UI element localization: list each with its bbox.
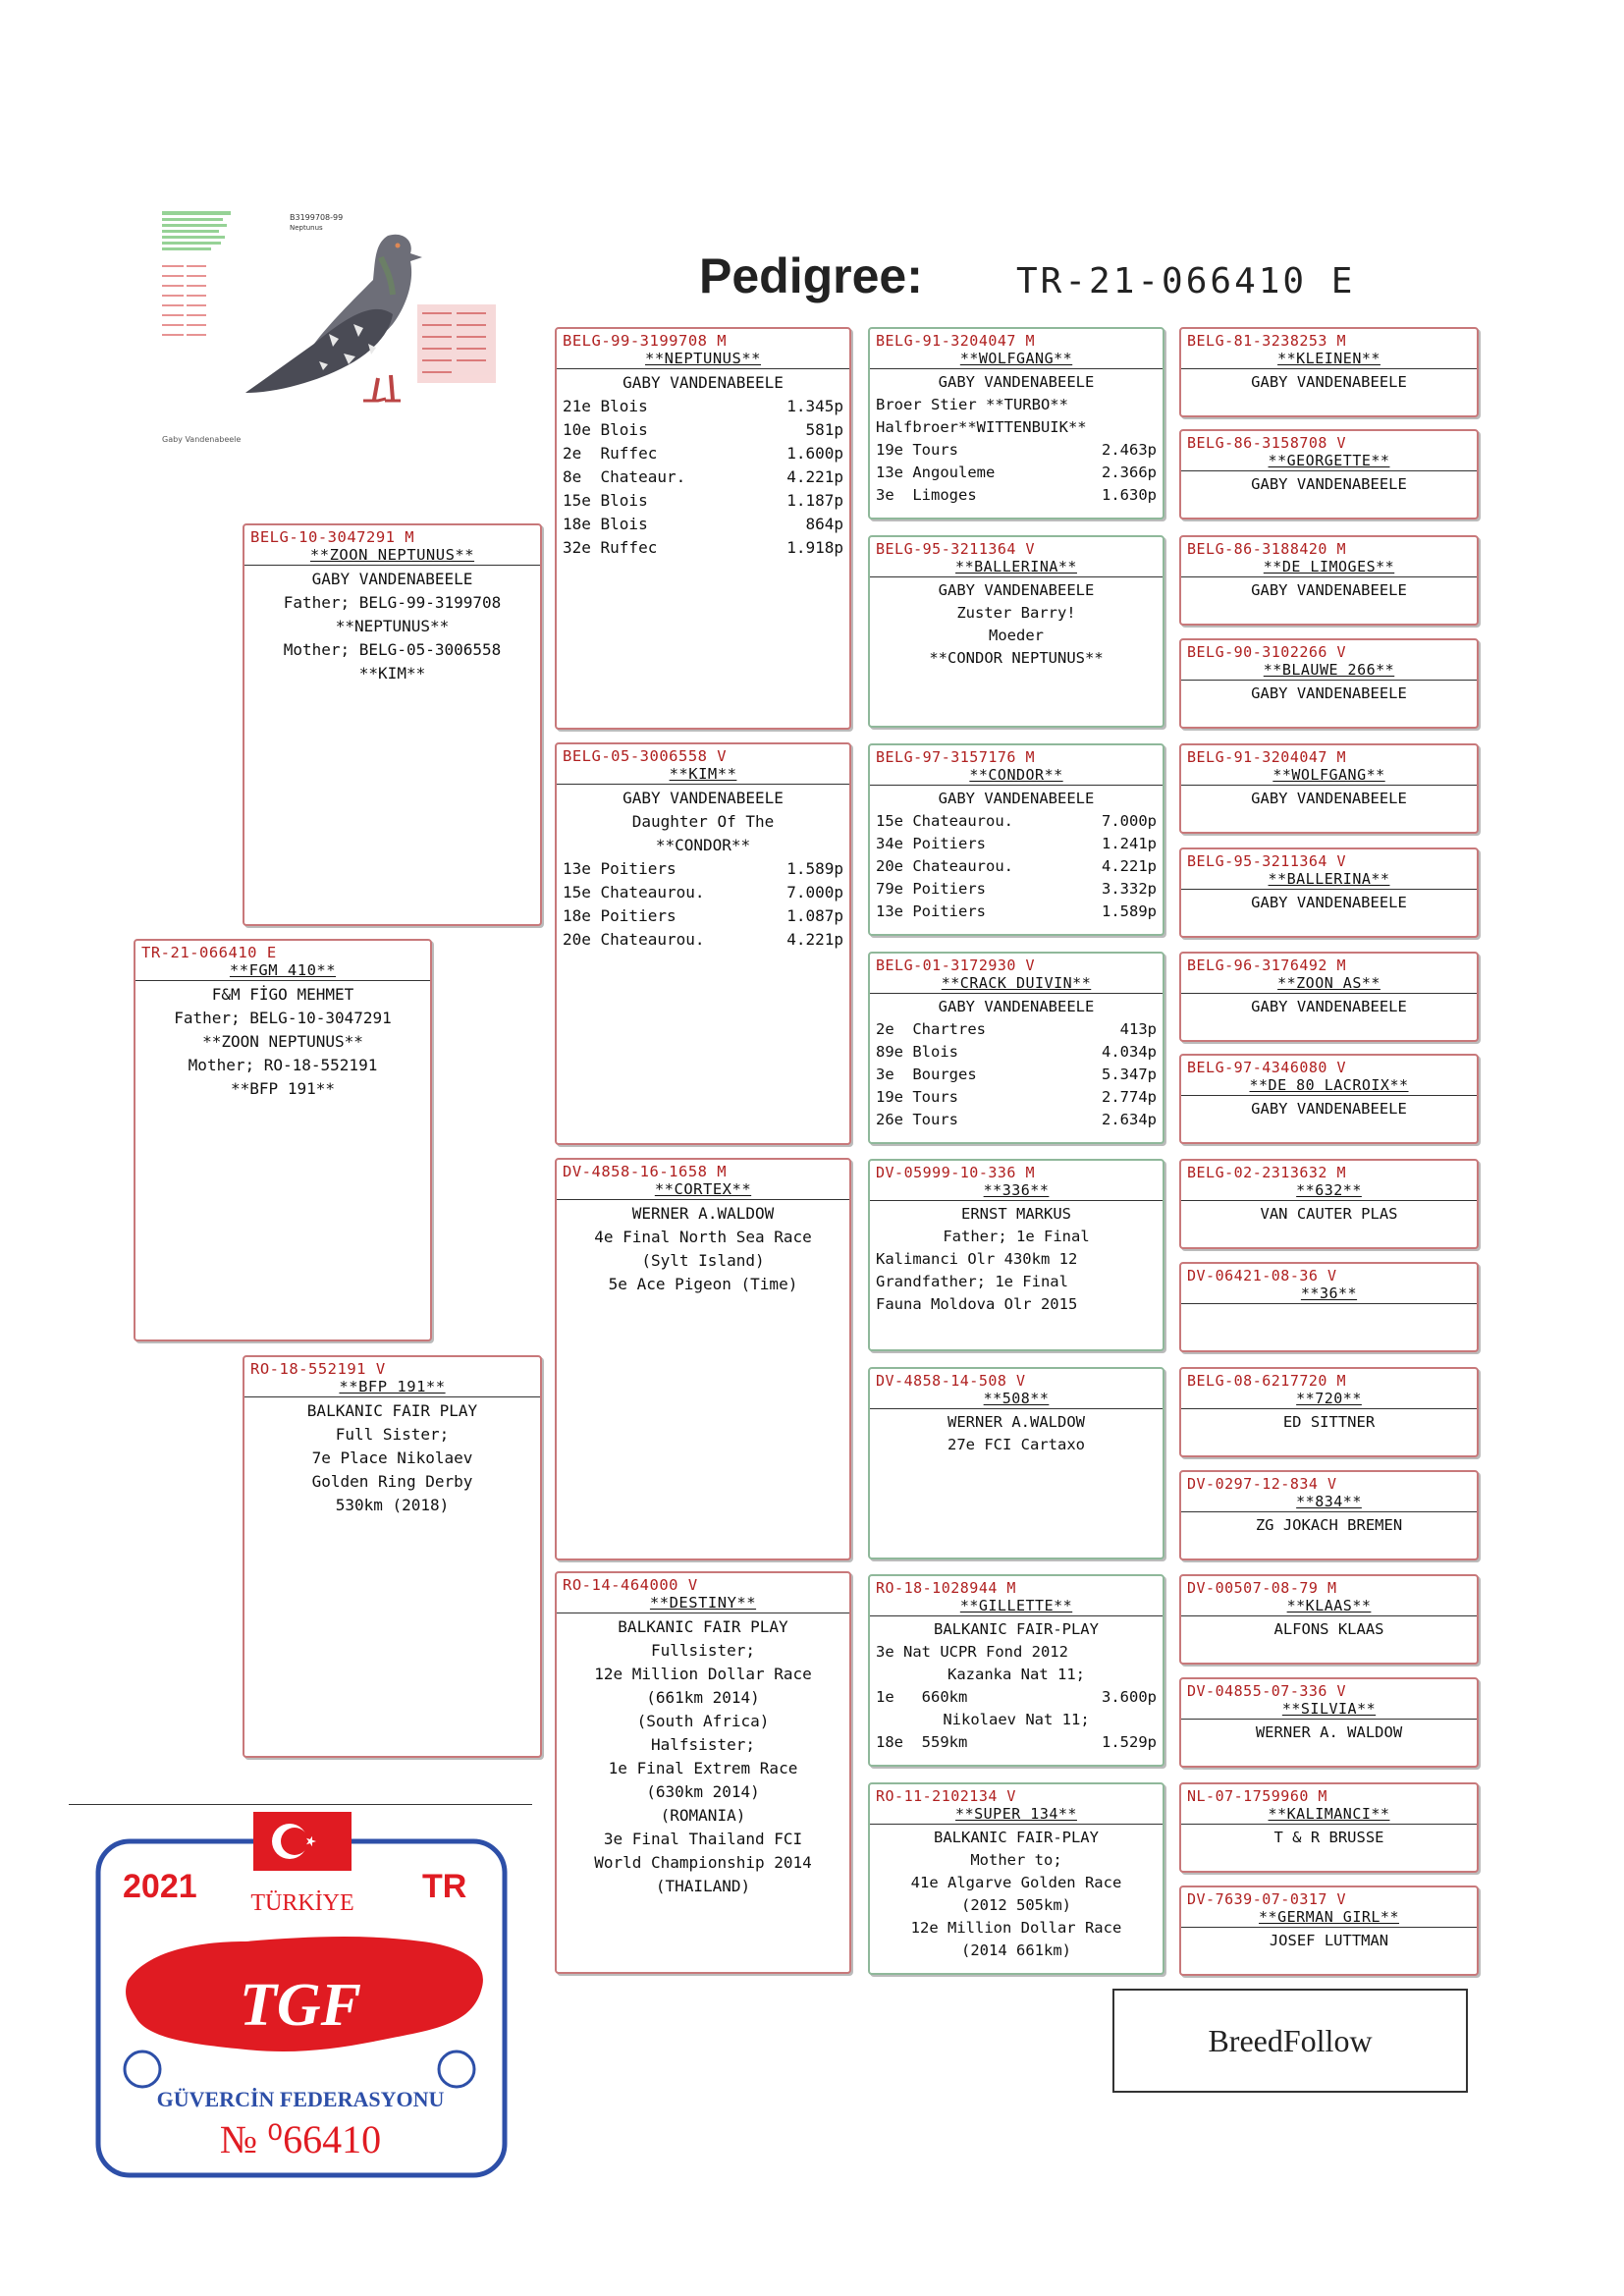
mm-line: (THAILAND) bbox=[655, 1877, 751, 1895]
g4-name: **ZOON AS** bbox=[1181, 974, 1477, 994]
father-line: **KIM** bbox=[358, 664, 426, 683]
subject-line: Mother; RO-18-552191 bbox=[188, 1056, 378, 1074]
g4-ring: DV-04855-07-336 V bbox=[1187, 1682, 1347, 1700]
g3-line: 41e Algarve Golden Race bbox=[910, 1874, 1122, 1891]
g3-card-7 bbox=[868, 1782, 1164, 1975]
photo-name: Neptunus bbox=[290, 224, 323, 232]
mother-line: Full Sister; bbox=[335, 1425, 450, 1444]
mm-line: 1e Final Extrem Race bbox=[608, 1759, 798, 1777]
mm-card bbox=[555, 1571, 851, 1974]
father-line: Mother; BELG-05-3006558 bbox=[283, 640, 502, 659]
g3-card-2 bbox=[868, 743, 1164, 936]
pigeon-icon bbox=[245, 235, 422, 401]
fm-line: GABY VANDENABEELE bbox=[623, 789, 784, 807]
g4-card-10 bbox=[1179, 1367, 1479, 1457]
g4-name: **GEORGETTE** bbox=[1181, 452, 1477, 471]
fm-result: 13e Poitiers 1.589p bbox=[563, 859, 843, 878]
fm-result: 18e Poitiers 1.087p bbox=[563, 906, 843, 925]
g3-card-4 bbox=[868, 1159, 1164, 1351]
stamp-federation: GÜVERCİN FEDERASYONU bbox=[156, 2087, 445, 2111]
mother-card bbox=[243, 1355, 542, 1758]
g4-name: **KALIMANCI** bbox=[1181, 1805, 1477, 1825]
g3-line: Kazanka Nat 11; bbox=[947, 1666, 1085, 1683]
fm-line: **CONDOR** bbox=[655, 836, 751, 854]
mm-name: **DESTINY** bbox=[557, 1594, 849, 1613]
g3-line: Father; 1e Final bbox=[943, 1228, 1090, 1245]
g4-breeder: JOSEF LUTTMAN bbox=[1269, 1932, 1389, 1949]
ff-ring: BELG-99-3199708 M bbox=[563, 332, 728, 350]
g3-ring: BELG-95-3211364 V bbox=[876, 540, 1036, 558]
g3-line: (2012 505km) bbox=[961, 1896, 1071, 1914]
mm-line: World Championship 2014 bbox=[594, 1853, 812, 1872]
g3-line: 3e Nat UCPR Fond 2012 bbox=[876, 1643, 1068, 1661]
g4-breeder: GABY VANDENABEELE bbox=[1251, 373, 1407, 391]
g4-ring: BELG-97-4346080 V bbox=[1187, 1059, 1347, 1076]
ff-line: GABY VANDENABEELE bbox=[623, 373, 784, 392]
g3-line: Nikolaev Nat 11; bbox=[943, 1711, 1090, 1728]
g3-card-3 bbox=[868, 952, 1164, 1144]
mf-line: WERNER A.WALDOW bbox=[631, 1204, 775, 1223]
mf-line: 5e Ace Pigeon (Time) bbox=[608, 1275, 798, 1293]
g3-ring: DV-05999-10-336 M bbox=[876, 1164, 1036, 1181]
mm-ring: RO-14-464000 V bbox=[563, 1576, 698, 1594]
g3-result: 34e Poitiers 1.241p bbox=[876, 835, 1157, 852]
ff-result: 18e Blois 864p bbox=[563, 515, 843, 533]
g3-result: 79e Poitiers 3.332p bbox=[876, 880, 1157, 898]
g3-line: (2014 661km) bbox=[961, 1941, 1071, 1959]
g3-ring: DV-4858-14-508 V bbox=[876, 1372, 1026, 1390]
breedfollow-label: BreedFollow bbox=[1112, 1989, 1468, 2093]
g3-line: BALKANIC FAIR-PLAY bbox=[934, 1829, 1099, 1846]
subject-ring: TR-21-066410 E bbox=[141, 944, 277, 961]
g4-ring: BELG-02-2313632 M bbox=[1187, 1164, 1347, 1181]
g4-name: **DE 80 LACROIX** bbox=[1181, 1076, 1477, 1096]
g3-line: Grandfather; 1e Final bbox=[876, 1273, 1068, 1290]
mf-card bbox=[555, 1158, 851, 1560]
g3-name: **336** bbox=[870, 1181, 1163, 1201]
g3-result: 20e Chateaurou. 4.221p bbox=[876, 857, 1157, 875]
g4-name: **834** bbox=[1181, 1493, 1477, 1512]
g4-card-5 bbox=[1179, 847, 1479, 938]
mm-line: (630km 2014) bbox=[646, 1782, 760, 1801]
g4-name: **KLEINEN** bbox=[1181, 350, 1477, 369]
stamp-abbr: TGF bbox=[240, 1972, 361, 2039]
mf-line: (Sylt Island) bbox=[641, 1251, 765, 1270]
mm-line: BALKANIC FAIR PLAY bbox=[618, 1617, 788, 1636]
fm-card bbox=[555, 742, 851, 1145]
g4-ring: BELG-86-3158708 V bbox=[1187, 434, 1347, 452]
g4-card-7 bbox=[1179, 1054, 1479, 1144]
subject-line: **BFP 191** bbox=[231, 1079, 335, 1098]
g4-card-6 bbox=[1179, 952, 1479, 1042]
g4-ring: DV-06421-08-36 V bbox=[1187, 1267, 1337, 1285]
mf-name: **CORTEX** bbox=[557, 1180, 849, 1200]
ff-result: 2e Ruffec 1.600p bbox=[563, 444, 843, 463]
mother-line: Golden Ring Derby bbox=[311, 1472, 473, 1491]
g3-line: Mother to; bbox=[970, 1851, 1062, 1869]
father-line: GABY VANDENABEELE bbox=[311, 570, 473, 588]
page-title: Pedigree: bbox=[699, 248, 923, 303]
mm-line: 3e Final Thailand FCI bbox=[603, 1830, 803, 1848]
g4-name: **WOLFGANG** bbox=[1181, 766, 1477, 786]
g3-result: 13e Poitiers 1.589p bbox=[876, 902, 1157, 920]
g4-card-4 bbox=[1179, 743, 1479, 834]
g4-ring: BELG-08-6217720 M bbox=[1187, 1372, 1347, 1390]
g4-card-14 bbox=[1179, 1782, 1479, 1873]
g4-breeder: GABY VANDENABEELE bbox=[1251, 581, 1407, 599]
stamp-country-code: TR bbox=[422, 1868, 467, 1905]
g3-line: 27e FCI Cartaxo bbox=[947, 1436, 1085, 1453]
g4-breeder: GABY VANDENABEELE bbox=[1251, 684, 1407, 702]
g3-result: 19e Tours 2.463p bbox=[876, 441, 1157, 459]
g4-breeder: GABY VANDENABEELE bbox=[1251, 998, 1407, 1015]
g3-line: Broer Stier **TURBO** bbox=[876, 396, 1068, 413]
ff-result: 21e Blois 1.345p bbox=[563, 397, 843, 415]
g4-breeder: T & R BRUSSE bbox=[1273, 1829, 1384, 1846]
mother-ring: RO-18-552191 V bbox=[250, 1360, 386, 1378]
g3-line: Halfbroer**WITTENBUIK** bbox=[876, 418, 1087, 436]
g4-breeder: VAN CAUTER PLAS bbox=[1260, 1205, 1398, 1223]
g3-line: 12e Million Dollar Race bbox=[910, 1919, 1122, 1937]
g3-line: Moeder bbox=[989, 627, 1044, 644]
g3-card-0 bbox=[868, 327, 1164, 519]
g4-ring: NL-07-1759960 M bbox=[1187, 1787, 1327, 1805]
g3-card-5 bbox=[868, 1367, 1164, 1559]
g4-breeder: ALFONS KLAAS bbox=[1273, 1620, 1384, 1638]
g4-card-9 bbox=[1179, 1262, 1479, 1352]
g3-result: 15e Chateaurou. 7.000p bbox=[876, 812, 1157, 830]
turkish-flag-icon bbox=[253, 1812, 352, 1871]
pedigree-ring-number: TR-21-066410 E bbox=[1016, 261, 1356, 301]
g3-ring: RO-11-2102134 V bbox=[876, 1787, 1016, 1805]
g3-card-6 bbox=[868, 1574, 1164, 1767]
fm-ring: BELG-05-3006558 V bbox=[563, 747, 728, 765]
g3-name: **CRACK DUIVIN** bbox=[870, 974, 1163, 994]
g4-name: **BALLERINA** bbox=[1181, 870, 1477, 890]
g4-card-0 bbox=[1179, 327, 1479, 417]
g4-name: **720** bbox=[1181, 1390, 1477, 1409]
g3-line: BALKANIC FAIR-PLAY bbox=[934, 1620, 1099, 1638]
g4-breeder: GABY VANDENABEELE bbox=[1251, 475, 1407, 493]
g3-result: 1e 660km 3.600p bbox=[876, 1688, 1157, 1706]
g3-name: **508** bbox=[870, 1390, 1163, 1409]
pigeon-photo bbox=[157, 206, 511, 462]
g4-ring: DV-7639-07-0317 V bbox=[1187, 1890, 1347, 1908]
g4-card-12 bbox=[1179, 1574, 1479, 1665]
g3-name: **SUPER 134** bbox=[870, 1805, 1163, 1825]
g4-name: **GERMAN GIRL** bbox=[1181, 1908, 1477, 1928]
subject-line: F&M FİGO MEHMET bbox=[211, 985, 354, 1004]
ff-result: 15e Blois 1.187p bbox=[563, 491, 843, 510]
mother-line: 530km (2018) bbox=[335, 1496, 450, 1514]
subject-card bbox=[134, 939, 432, 1341]
g4-breeder: ED SITTNER bbox=[1282, 1413, 1376, 1431]
mf-ring: DV-4858-16-1658 M bbox=[563, 1163, 728, 1180]
father-name: **ZOON NEPTUNUS** bbox=[244, 546, 540, 566]
g4-card-8 bbox=[1179, 1159, 1479, 1249]
g3-line: GABY VANDENABEELE bbox=[938, 581, 1095, 599]
subject-line: **ZOON NEPTUNUS** bbox=[202, 1032, 363, 1051]
g3-line: GABY VANDENABEELE bbox=[938, 998, 1095, 1015]
g3-name: **CONDOR** bbox=[870, 766, 1163, 786]
g3-result: 3e Limoges 1.630p bbox=[876, 486, 1157, 504]
ff-name: **NEPTUNUS** bbox=[557, 350, 849, 369]
g3-ring: BELG-01-3172930 V bbox=[876, 957, 1036, 974]
stamp-year: 2021 bbox=[123, 1868, 197, 1905]
g3-ring: RO-18-1028944 M bbox=[876, 1579, 1016, 1597]
g3-card-1 bbox=[868, 535, 1164, 728]
g3-line: Fauna Moldova Olr 2015 bbox=[876, 1295, 1078, 1313]
g4-card-13 bbox=[1179, 1677, 1479, 1768]
fm-result: 20e Chateaurou. 4.221p bbox=[563, 930, 843, 949]
stamp-number: № ⁰66410 bbox=[219, 2117, 382, 2161]
g4-name: **KLAAS** bbox=[1181, 1597, 1477, 1616]
g4-card-15 bbox=[1179, 1886, 1479, 1976]
ff-result: 10e Blois 581p bbox=[563, 420, 843, 439]
g4-ring: BELG-90-3102266 V bbox=[1187, 643, 1347, 661]
g3-name: **GILLETTE** bbox=[870, 1597, 1163, 1616]
g4-breeder: WERNER A. WALDOW bbox=[1255, 1723, 1403, 1741]
g4-breeder: GABY VANDENABEELE bbox=[1251, 894, 1407, 911]
g4-ring: BELG-96-3176492 M bbox=[1187, 957, 1347, 974]
g3-name: **WOLFGANG** bbox=[870, 350, 1163, 369]
g4-name: **DE LIMOGES** bbox=[1181, 558, 1477, 577]
g4-name: **SILVIA** bbox=[1181, 1700, 1477, 1720]
tgf-federation-stamp bbox=[69, 1804, 532, 2192]
mf-line: 4e Final North Sea Race bbox=[594, 1228, 812, 1246]
mm-line: (661km 2014) bbox=[646, 1688, 760, 1707]
fm-result: 15e Chateaurou. 7.000p bbox=[563, 883, 843, 902]
g4-ring: DV-00507-08-79 M bbox=[1187, 1579, 1337, 1597]
mother-line: BALKANIC FAIR PLAY bbox=[306, 1401, 478, 1420]
g4-breeder: GABY VANDENABEELE bbox=[1251, 1100, 1407, 1118]
father-line: **NEPTUNUS** bbox=[335, 617, 450, 635]
g4-ring: BELG-95-3211364 V bbox=[1187, 852, 1347, 870]
g3-line: **CONDOR NEPTUNUS** bbox=[929, 649, 1104, 667]
father-line: Father; BELG-99-3199708 bbox=[283, 593, 502, 612]
g4-card-1 bbox=[1179, 429, 1479, 519]
mm-line: (ROMANIA) bbox=[660, 1806, 746, 1825]
father-ring: BELG-10-3047291 M bbox=[250, 528, 415, 546]
ff-result: 32e Ruffec 1.918p bbox=[563, 538, 843, 557]
g4-name: **36** bbox=[1181, 1285, 1477, 1304]
g4-ring: BELG-86-3188420 M bbox=[1187, 540, 1347, 558]
mm-line: (South Africa) bbox=[636, 1712, 770, 1730]
fm-line: Daughter Of The bbox=[631, 812, 775, 831]
father-card bbox=[243, 523, 542, 926]
g3-ring: BELG-91-3204047 M bbox=[876, 332, 1036, 350]
g3-result: 18e 559km 1.529p bbox=[876, 1733, 1157, 1751]
g3-line: ERNST MARKUS bbox=[961, 1205, 1071, 1223]
g3-line: Zuster Barry! bbox=[956, 604, 1076, 622]
fm-name: **KIM** bbox=[557, 765, 849, 785]
photo-ring: B3199708-99 bbox=[290, 213, 344, 222]
mm-line: Fullsister; bbox=[651, 1641, 755, 1660]
g4-ring: BELG-91-3204047 M bbox=[1187, 748, 1347, 766]
g3-line: GABY VANDENABEELE bbox=[938, 790, 1095, 807]
g3-result: 3e Bourges 5.347p bbox=[876, 1066, 1157, 1083]
g4-ring: DV-0297-12-834 V bbox=[1187, 1475, 1337, 1493]
mother-name: **BFP 191** bbox=[244, 1378, 540, 1397]
g4-name: **BLAUWE 266** bbox=[1181, 661, 1477, 681]
subject-name: **FGM 410** bbox=[135, 961, 430, 981]
g4-breeder: ZG JOKACH BREMEN bbox=[1255, 1516, 1403, 1534]
mother-line: 7e Place Nikolaev bbox=[311, 1449, 473, 1467]
subject-line: Father; BELG-10-3047291 bbox=[174, 1009, 392, 1027]
g3-result: 2e Chartres 413p bbox=[876, 1020, 1157, 1038]
g3-line: Kalimanci Olr 430km 12 bbox=[876, 1250, 1078, 1268]
ff-card bbox=[555, 327, 851, 730]
g4-card-11 bbox=[1179, 1470, 1479, 1560]
stamp-country: TÜRKİYE bbox=[250, 1890, 354, 1916]
g3-line: WERNER A.WALDOW bbox=[947, 1413, 1085, 1431]
photo-breeder: Gaby Vandenabeele bbox=[162, 435, 242, 444]
mm-line: Halfsister; bbox=[651, 1735, 755, 1754]
g4-breeder: GABY VANDENABEELE bbox=[1251, 790, 1407, 807]
g3-ring: BELG-97-3157176 M bbox=[876, 748, 1036, 766]
g4-ring: BELG-81-3238253 M bbox=[1187, 332, 1347, 350]
mm-line: 12e Million Dollar Race bbox=[594, 1665, 812, 1683]
g3-result: 26e Tours 2.634p bbox=[876, 1111, 1157, 1128]
g3-result: 89e Blois 4.034p bbox=[876, 1043, 1157, 1061]
g3-result: 13e Angouleme 2.366p bbox=[876, 464, 1157, 481]
ff-result: 8e Chateaur. 4.221p bbox=[563, 467, 843, 486]
g3-name: **BALLERINA** bbox=[870, 558, 1163, 577]
g4-name: **632** bbox=[1181, 1181, 1477, 1201]
g3-result: 19e Tours 2.774p bbox=[876, 1088, 1157, 1106]
g3-line: GABY VANDENABEELE bbox=[938, 373, 1095, 391]
g4-card-3 bbox=[1179, 638, 1479, 729]
g4-card-2 bbox=[1179, 535, 1479, 626]
